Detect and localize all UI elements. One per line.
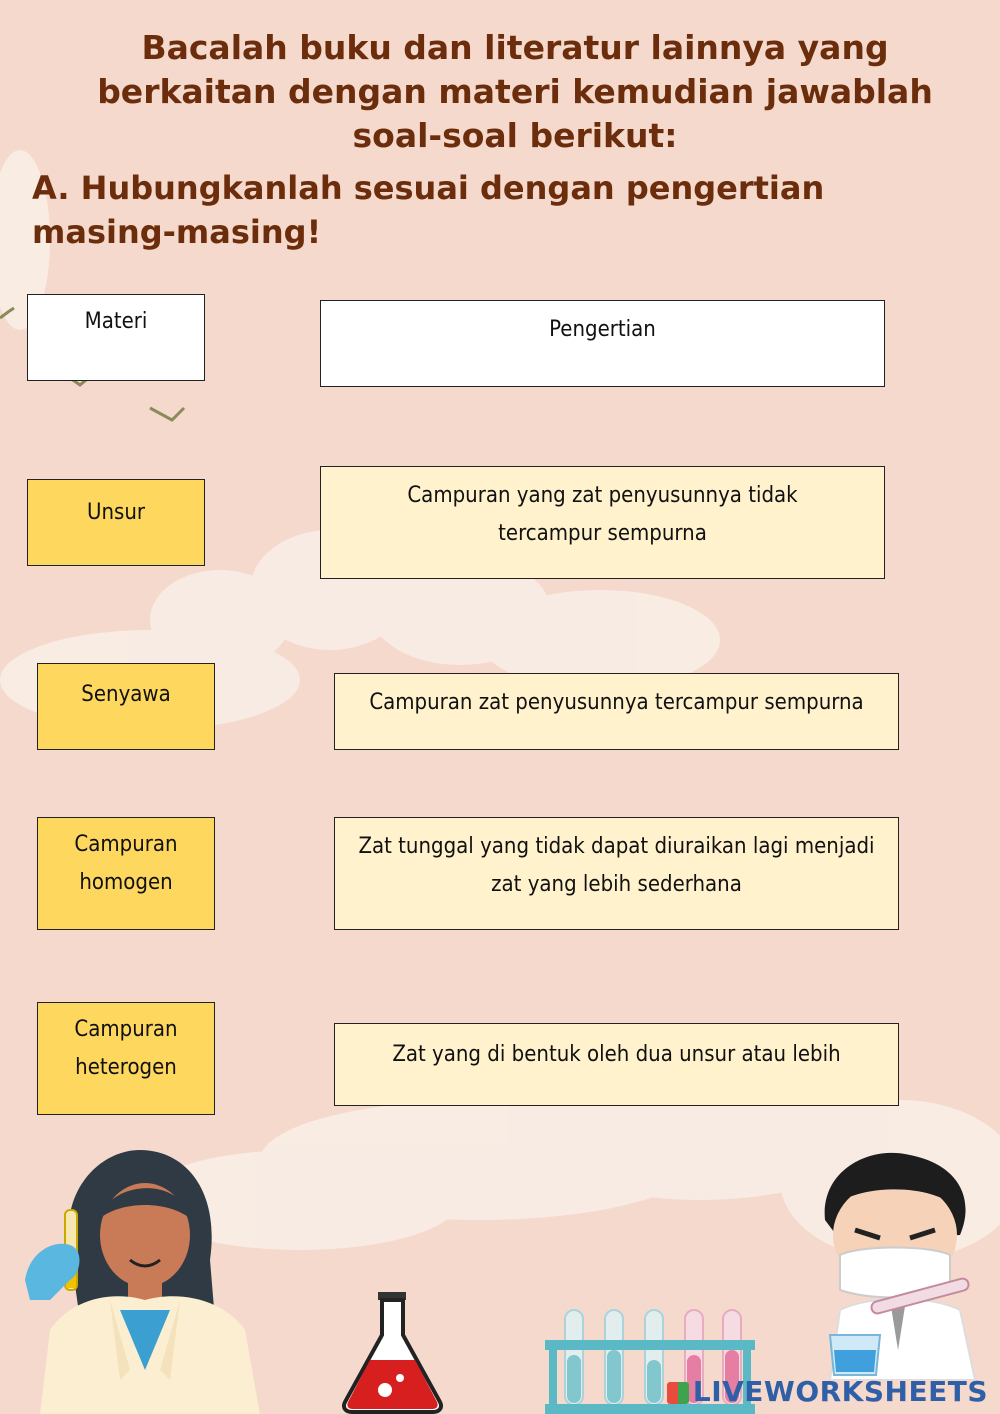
materi-item[interactable] <box>37 663 215 750</box>
materi-item[interactable] <box>37 817 215 930</box>
pengertian-header-label: Pengertian <box>549 317 656 342</box>
section-title: A. Hubungkanlah sesuai dengan pengertian masing-masing! <box>32 169 825 251</box>
liveworksheets-logo <box>667 1375 988 1408</box>
materi-header-label: Materi <box>84 309 148 334</box>
pengertian-item[interactable] <box>320 466 885 579</box>
liveworksheets-logo-text: LIVEWORKSHEETS <box>692 1375 988 1408</box>
liveworksheets-logo-icon <box>667 1382 689 1404</box>
pengertian-label: Zat tunggal yang tidak dapat diuraikan lagi menjadi zat yang lebih sederhana <box>358 834 875 897</box>
pengertian-label: Campuran zat penyusunnya tercampur sempurna <box>369 690 864 715</box>
materi-header <box>27 294 205 381</box>
flask-icon <box>340 1290 445 1414</box>
page-heading: Bacalah buku dan literatur lainnya yang berkaitan dengan materi kemudian jawablah soal-soal berikut: <box>97 28 933 155</box>
pengertian-header <box>320 300 885 387</box>
woman-scientist-illustration <box>10 1150 280 1414</box>
materi-item[interactable] <box>37 1002 215 1115</box>
materi-label: Campuran heterogen <box>74 1017 178 1080</box>
materi-label: Unsur <box>86 500 146 525</box>
pengertian-item[interactable] <box>334 817 899 930</box>
materi-label: Campuran homogen <box>74 832 178 895</box>
male-scientist-illustration <box>810 1150 990 1380</box>
pengertian-item[interactable] <box>334 673 899 750</box>
materi-item[interactable] <box>27 479 205 566</box>
pengertian-label: Zat yang di bentuk oleh dua unsur atau lebih <box>392 1042 841 1067</box>
pengertian-label: Campuran yang zat penyusunnya tidak tercampur sempurna <box>407 483 798 546</box>
pengertian-item[interactable] <box>334 1023 899 1106</box>
materi-label: Senyawa <box>81 682 171 707</box>
